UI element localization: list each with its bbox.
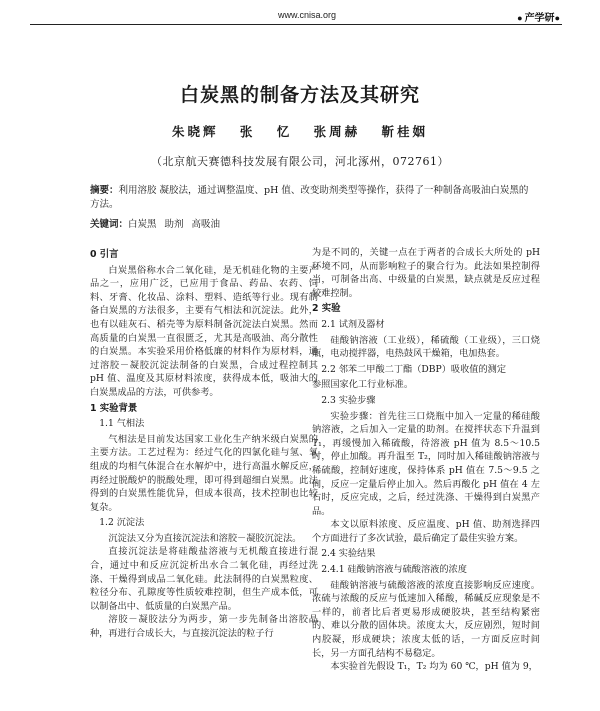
author: 张 忆 [239,124,293,139]
bullet-icon: ● [554,13,560,23]
body-paragraph: 硅酸钠溶液与硫酸溶液的浓度直接影响反应速度。浓硫与浓酸的反应与低速加入稀酸，稀碱反应现象是不一样的，前者比后者更易形成硬胶块，甚至结构紧密的、难以分散的固体块。浓度太大，反应剧烈，短时间内胶凝，形成硬块；浓度太低的话，一方面反应时间长，另一方面孔结构不易稳定。 [312,579,540,659]
site-url[interactable]: www.cnisa.org [278,10,337,20]
keywords-label: 关键词： [90,219,129,230]
keyword: 助剂 [164,219,184,230]
body-paragraph: 本实验首先假设 T₁，T₂ 均为 60 ℃，pH 值为 9， [330,661,538,673]
author: 张周赫 [313,124,361,139]
body-column-left [90,246,318,641]
section-heading: 2 实验 [312,303,341,315]
section-heading: 1 实验背景 [90,402,138,414]
body-paragraph: 直接沉淀法是将硅酸盐溶液与无机酸直接进行混合，通过中和反应沉淀析出水合二氧化硅，再经过洗涤、干燥得到成品二氧化硅。此法制得的白炭黑粒度、粒径分布、孔隙度等性质较难控制，但生产成本低，可以制备出中、低质量的白炭黑产品。 [90,546,318,612]
body-column-right [312,246,540,674]
subsection-heading: 2.4.1 硅酸钠溶液与硫酸溶液的浓度 [321,564,467,576]
author: 靳桂姻 [381,124,428,139]
paper-title: 白炭黑的制备方法及其研究 [179,84,420,106]
affiliation: （北京航天赛德科技发展有限公司，河北涿州，072761） [151,155,449,168]
body-paragraph: 参照国家化工行业标准。 [312,379,414,391]
subsection-heading: 2.3 实验步骤 [321,394,376,406]
author: 朱晓辉 [172,124,219,139]
section-label: 产学研 [524,13,555,24]
keyword: 白炭黑 [128,219,157,230]
abstract [90,184,530,211]
abstract-label: 摘要： [90,185,119,196]
body-paragraph: 本文以原料浓度、反应温度、pH 值、助剂选择四个方面进行了多次试验，最后确定了最佳实验方案。 [312,519,540,544]
body-paragraph: 为是不同的，关键一点在于两者的合成长大所处的 pH 环境不同，从而影响粒子的聚合行为。此法如果控制得当，可制备出高、中级量的白炭黑，缺点就是反应过程较难控制。 [312,247,540,299]
subsection-heading: 2.4 实验结果 [321,548,376,560]
bullet-icon: ● [517,13,523,23]
keyword: 高吸油 [191,219,221,230]
section-heading: 0 引言 [90,249,119,260]
section-badge [517,9,562,24]
subsection-heading: 1.2 沉淀法 [99,517,145,529]
body-paragraph: 气相法是目前发达国家工业化生产纳米级白炭黑的主要方法。工艺过程为：经过气化的四氯化硅与氢、氧组成的均相气体混合在水解炉中，进行高温水解反应，再经过脱酸炉的脱酸处理，即可得到超细白炭黑。此法得到的白炭黑性能优异，但成本很高，技术控制也比较复杂。 [90,433,318,513]
keywords [90,216,530,230]
body-paragraph: 沉淀法又分为直接沉淀法和溶胶－凝胶沉淀法。 [108,532,302,544]
author-list [0,122,600,140]
body-paragraph: 硅酸钠溶液（工业级），稀硫酸（工业级），三口烧瓶，电动搅拌器，电热鼓风干燥箱，电加热套。 [312,334,540,360]
subsection-heading: 1.1 气相法 [99,418,145,430]
subsection-heading: 2.2 邻苯二甲酸二丁酯（DBP）吸收值的测定 [321,363,507,375]
body-paragraph: 溶胶－凝胶法分为两步，第一步先制备出溶胶晶种，再进行合成长大，与直接沉淀法的粒子行 [90,614,318,640]
subsection-heading: 2.1 试剂及器材 [321,318,385,330]
body-paragraph: 实验步骤：首先往三口烧瓶中加入一定量的稀硅酸钠溶液，之后加入一定量的助剂。在搅拌状态下升温到 T₁，再缓慢加入稀硫酸，待溶液 pH 值为 8.5～10.5 时，停止加酸。再升温至 T₂，同时加入稀硅酸钠溶液与稀硫酸，控制好速度，保持体系 pH 值在 7.5～9.5 之间，反应一定量后停止加入。然后再酸化 pH 值在 4 左右时，反应完成，之后，经过洗涤、干燥得到白炭黑产品。 [312,410,540,517]
running-header [30,8,562,24]
body-paragraph: 白炭黑俗称水合二氧化硅，是无机硅化物的主要产品之一，应用广泛，已应用于食品、药品、农药、饲料、牙膏、化妆品、涂料、塑料、造纸等行业。现有制备白炭黑的方法很多，主要有气相法和沉淀法。此外，也有以硅灰石、稻壳等为原料制备沉淀法白炭黑。然而高质量的白炭黑一直很匮乏，尤其是高吸油、高分散性的白炭黑。本实验采用价格低廉的材料作为原材料，通过溶胶－凝胶沉淀法制备的白炭黑，合成过程控制其 pH 值、温度及其原材料浓度，获得成本低，吸油大的白炭黑成品的方法，可供参考。 [90,264,318,398]
abstract-text: 利用溶胶 凝胶法，通过调整温度、pH 值、改变助剂类型等操作，获得了一种制备高吸油白炭黑的方法。 [90,185,529,210]
header-rule [30,24,562,25]
